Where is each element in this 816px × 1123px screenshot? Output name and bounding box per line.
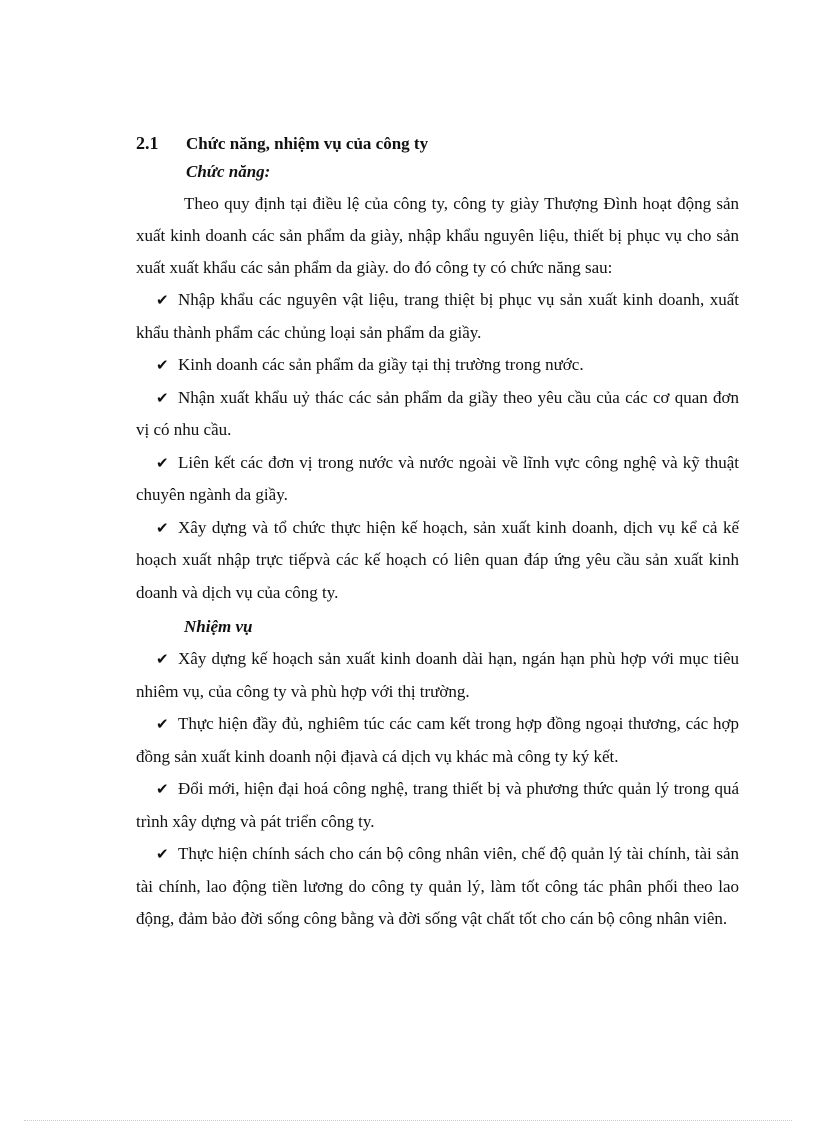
functions-list bbox=[136, 284, 739, 609]
functions-intro: Theo quy định tại điều lệ của công ty, công ty giày Thượng Đình hoạt động sản xuất kinh doanh các sản phẩm da giày, nhập khẩu nguyên liệu, thiết bị phục vụ cho sản xuất xuất khẩu các sản phẩm da giày. do đó công ty có chức năng sau: bbox=[136, 194, 739, 277]
list-item bbox=[136, 643, 739, 708]
page-content bbox=[136, 131, 739, 936]
list-item-text: Nhận xuất khẩu uỷ thác các sản phẩm da giầy theo yêu cầu của các cơ quan đơn vị có nhu cầu. bbox=[136, 387, 739, 439]
check-icon: ✔ bbox=[156, 845, 169, 863]
list-item bbox=[136, 708, 739, 773]
list-item-text: Nhập khẩu các nguyên vật liệu, trang thiệt bị phục vụ sản xuất kinh doanh, xuất khẩu thành phẩm các chủng loại sản phẩm da giầy. bbox=[136, 290, 739, 342]
list-item-text: Xây dựng và tổ chức thực hiện kế hoạch, sản xuất kinh doanh, dịch vụ kể cả kế hoạch xuất nhập trực tiếpvà các kế hoạch có liên quan đáp ứng yêu cầu sản xuất kinh doanh và dịch vụ của công ty. bbox=[136, 517, 739, 602]
list-item bbox=[136, 512, 739, 610]
list-item-text: Đổi mới, hiện đại hoá công nghệ, trang thiết bị và phương thức quản lý trong quá trình xây dựng và pát triển công ty. bbox=[136, 779, 739, 831]
check-icon: ✔ bbox=[156, 291, 169, 309]
check-icon: ✔ bbox=[156, 518, 169, 537]
check-icon: ✔ bbox=[156, 453, 169, 472]
list-item bbox=[136, 773, 739, 838]
check-icon: ✔ bbox=[156, 356, 169, 374]
check-icon: ✔ bbox=[156, 388, 169, 407]
list-item bbox=[136, 838, 739, 936]
functions-heading: Chức năng: bbox=[186, 162, 271, 181]
duties-list bbox=[136, 643, 739, 936]
section-number: 2.1 bbox=[136, 133, 159, 153]
check-icon: ✔ bbox=[156, 650, 169, 668]
list-item-text: Liên kết các đơn vị trong nước và nước ngoài về lĩnh vực công nghệ và kỹ thuật chuyên ngành da giầy. bbox=[136, 452, 739, 504]
list-item-text: Kinh doanh các sản phẩm da giầy tại thị trường trong nước. bbox=[178, 355, 584, 374]
check-icon: ✔ bbox=[156, 715, 169, 733]
list-item-text: Xây dựng kế hoạch sản xuất kinh doanh dài hạn, ngán hạn phù hợp với mục tiêu nhiêm vụ, của công ty và phù hợp với thị trường. bbox=[136, 649, 739, 701]
list-item-text: Thực hiện chính sách cho cán bộ công nhân viên, chế độ quản lý tài chính, tài sản tài chính, lao động tiền lương do công ty quản lý, làm tốt công tác phân phối theo lao động, đảm bảo đời sống công bằng và đời sống vật chất tốt cho cán bộ công nhân viên. bbox=[136, 844, 739, 928]
list-item bbox=[136, 447, 739, 512]
section-title: Chức năng, nhiệm vụ của công ty bbox=[186, 134, 429, 153]
list-item bbox=[136, 284, 739, 349]
page-bottom-divider bbox=[24, 1120, 792, 1121]
check-icon: ✔ bbox=[156, 780, 169, 798]
duties-heading: Nhiệm vụ bbox=[184, 617, 253, 636]
list-item bbox=[136, 349, 739, 382]
list-item-text: Thực hiện đầy đủ, nghiêm túc các cam kết trong hợp đồng ngoại thương, các hợp đồng sản xuất kinh doanh nội địavà cá dịch vụ khác mà công ty ký kết. bbox=[136, 714, 739, 766]
list-item bbox=[136, 382, 739, 447]
section-heading bbox=[136, 131, 739, 156]
